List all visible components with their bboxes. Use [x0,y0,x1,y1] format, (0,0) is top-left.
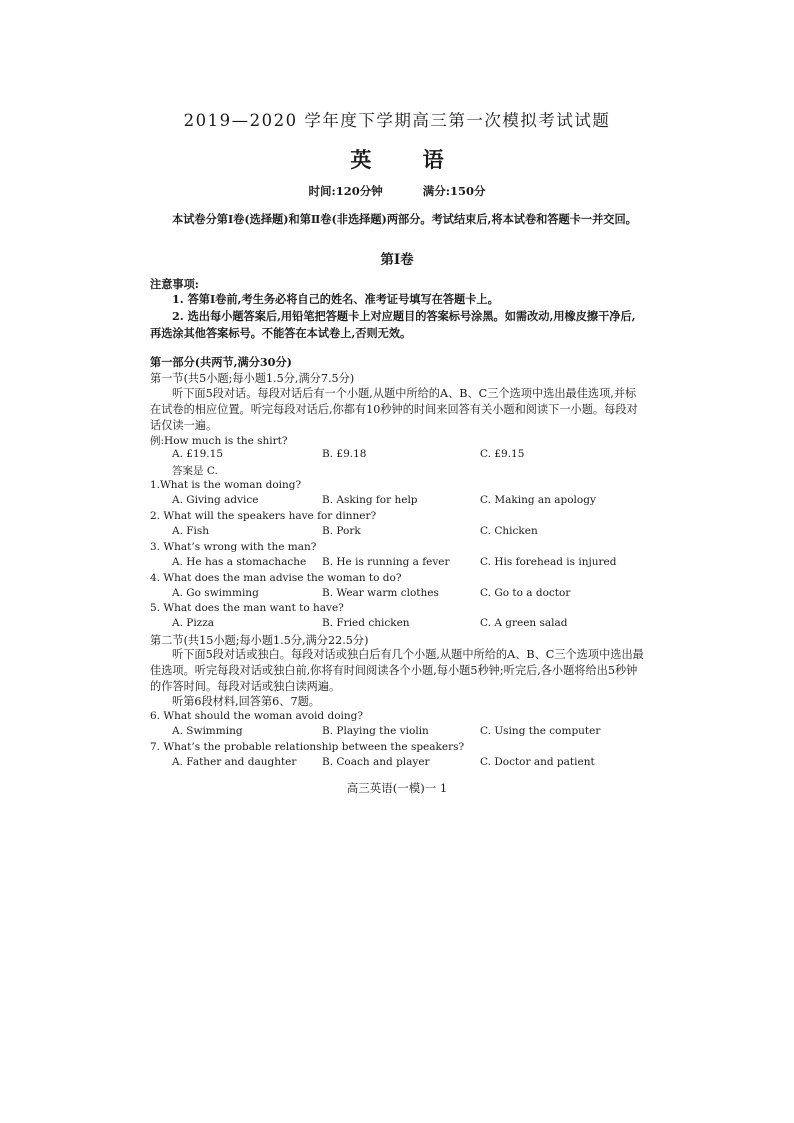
q2-option-a: A. Fish [172,525,210,537]
example-option-a: A. £19.15 [172,448,223,460]
q1-option-a: A. Giving advice [172,494,259,506]
q6-option-c: C. Using the computer [480,725,601,737]
q4-option-c: C. Go to a doctor [480,587,571,599]
example-question: 例:How much is the shirt? [150,435,288,447]
intro-content: 本试卷分第Ⅰ卷(选择题)和第Ⅱ卷(非选择题)两部分。考试结束后,将本试卷和答题卡一并交回。 [172,212,637,226]
q4-option-b: B. Wear warm clothes [322,587,439,599]
question-4: 4. What does the man advise the woman to do? [150,572,402,584]
q3-option-c: C. His forehead is injured [480,556,617,568]
example-answer: 答案是 C. [172,465,218,477]
section2-instructions: 听下面5段对话或独白。每段对话或独白后有几个小题,从题中所给的A、B、C三个选项中选出最佳选项。听完每段对话或独白前,你将有时间阅读各个小题,每小题5秒钟;听完后,各小题将给出5秒钟的作答时间。每段对话或独白读两遍。 [150,648,644,693]
question-1: 1.What is the woman doing? [150,479,302,491]
section1-heading: 第一节(共5小题;每小题1.5分,满分7.5分) [150,372,355,385]
page-footer: 高三英语(一模)一 1 [346,781,448,795]
q2-option-c: C. Chicken [480,525,538,537]
section1-instructions: 听下面5段对话。每段对话后有一个小题,从题中所给的A、B、C三个选项中选出最佳选项,并标在试卷的相应位置。听完每段对话后,你都有10秒钟的时间来回答有关小题和阅读下一小题。每段对话仅读一遍。 [150,387,638,432]
section2-material: 听第6段材料,回答第6、7题。 [172,695,320,708]
volume-heading: 第Ⅰ卷 [380,252,414,268]
section2-heading: 第二节(共15小题;每小题1.5分,满分22.5分) [150,634,369,647]
time-score-line [0,183,794,199]
q5-option-c: C. A green salad [480,617,568,629]
part1-heading: 第一部分(共两节,满分30分) [150,355,292,369]
q1-option-c: C. Making an apology [480,494,596,506]
full-score: 满分:150分 [422,184,486,198]
q6-option-a: A. Swimming [172,725,243,737]
q5-option-b: B. Fried chicken [322,617,410,629]
question-2: 2. What will the speakers have for dinner? [150,510,377,522]
question-7: 7. What’s the probable relationship between the speakers? [150,741,465,753]
q7-option-b: B. Coach and player [322,756,430,768]
q7-option-a: A. Father and daughter [172,756,297,768]
exam-title: 2019—2020 学年度下学期高三第一次模拟考试试题 [183,111,611,130]
note-item-1: 1. 答第Ⅰ卷前,考生务必将自己的姓名、准考证号填写在答题卡上。 [172,292,499,306]
note-item-2: 2. 选出每小题答案后,用铅笔把答题卡上对应题目的答案标号涂黑。如需改动,用橡皮擦干净后,再选涂其他答案标号。不能答在本试卷上,否则无效。 [150,309,636,340]
time-limit: 时间:120分钟 [308,184,383,198]
question-6: 6. What should the woman avoid doing? [150,710,363,722]
q2-option-b: B. Pork [322,525,361,537]
notes-heading: 注意事项: [150,277,199,291]
q3-option-a: A. He has a stomachache [172,556,307,568]
question-5: 5. What does the man want to have? [150,602,344,614]
subject-title: 英 语 [350,147,466,172]
q4-option-a: A. Go swimming [172,587,259,599]
intro-text [150,210,644,228]
example-option-c: C. £9.15 [480,448,525,460]
q6-option-b: B. Playing the violin [322,725,429,737]
example-option-b: B. £9.18 [322,448,367,460]
q1-option-b: B. Asking for help [322,494,418,506]
question-3: 3. What’s wrong with the man? [150,541,317,553]
q3-option-b: B. He is running a fever [322,556,450,568]
q5-option-a: A. Pizza [172,617,215,629]
q7-option-c: C. Doctor and patient [480,756,595,768]
